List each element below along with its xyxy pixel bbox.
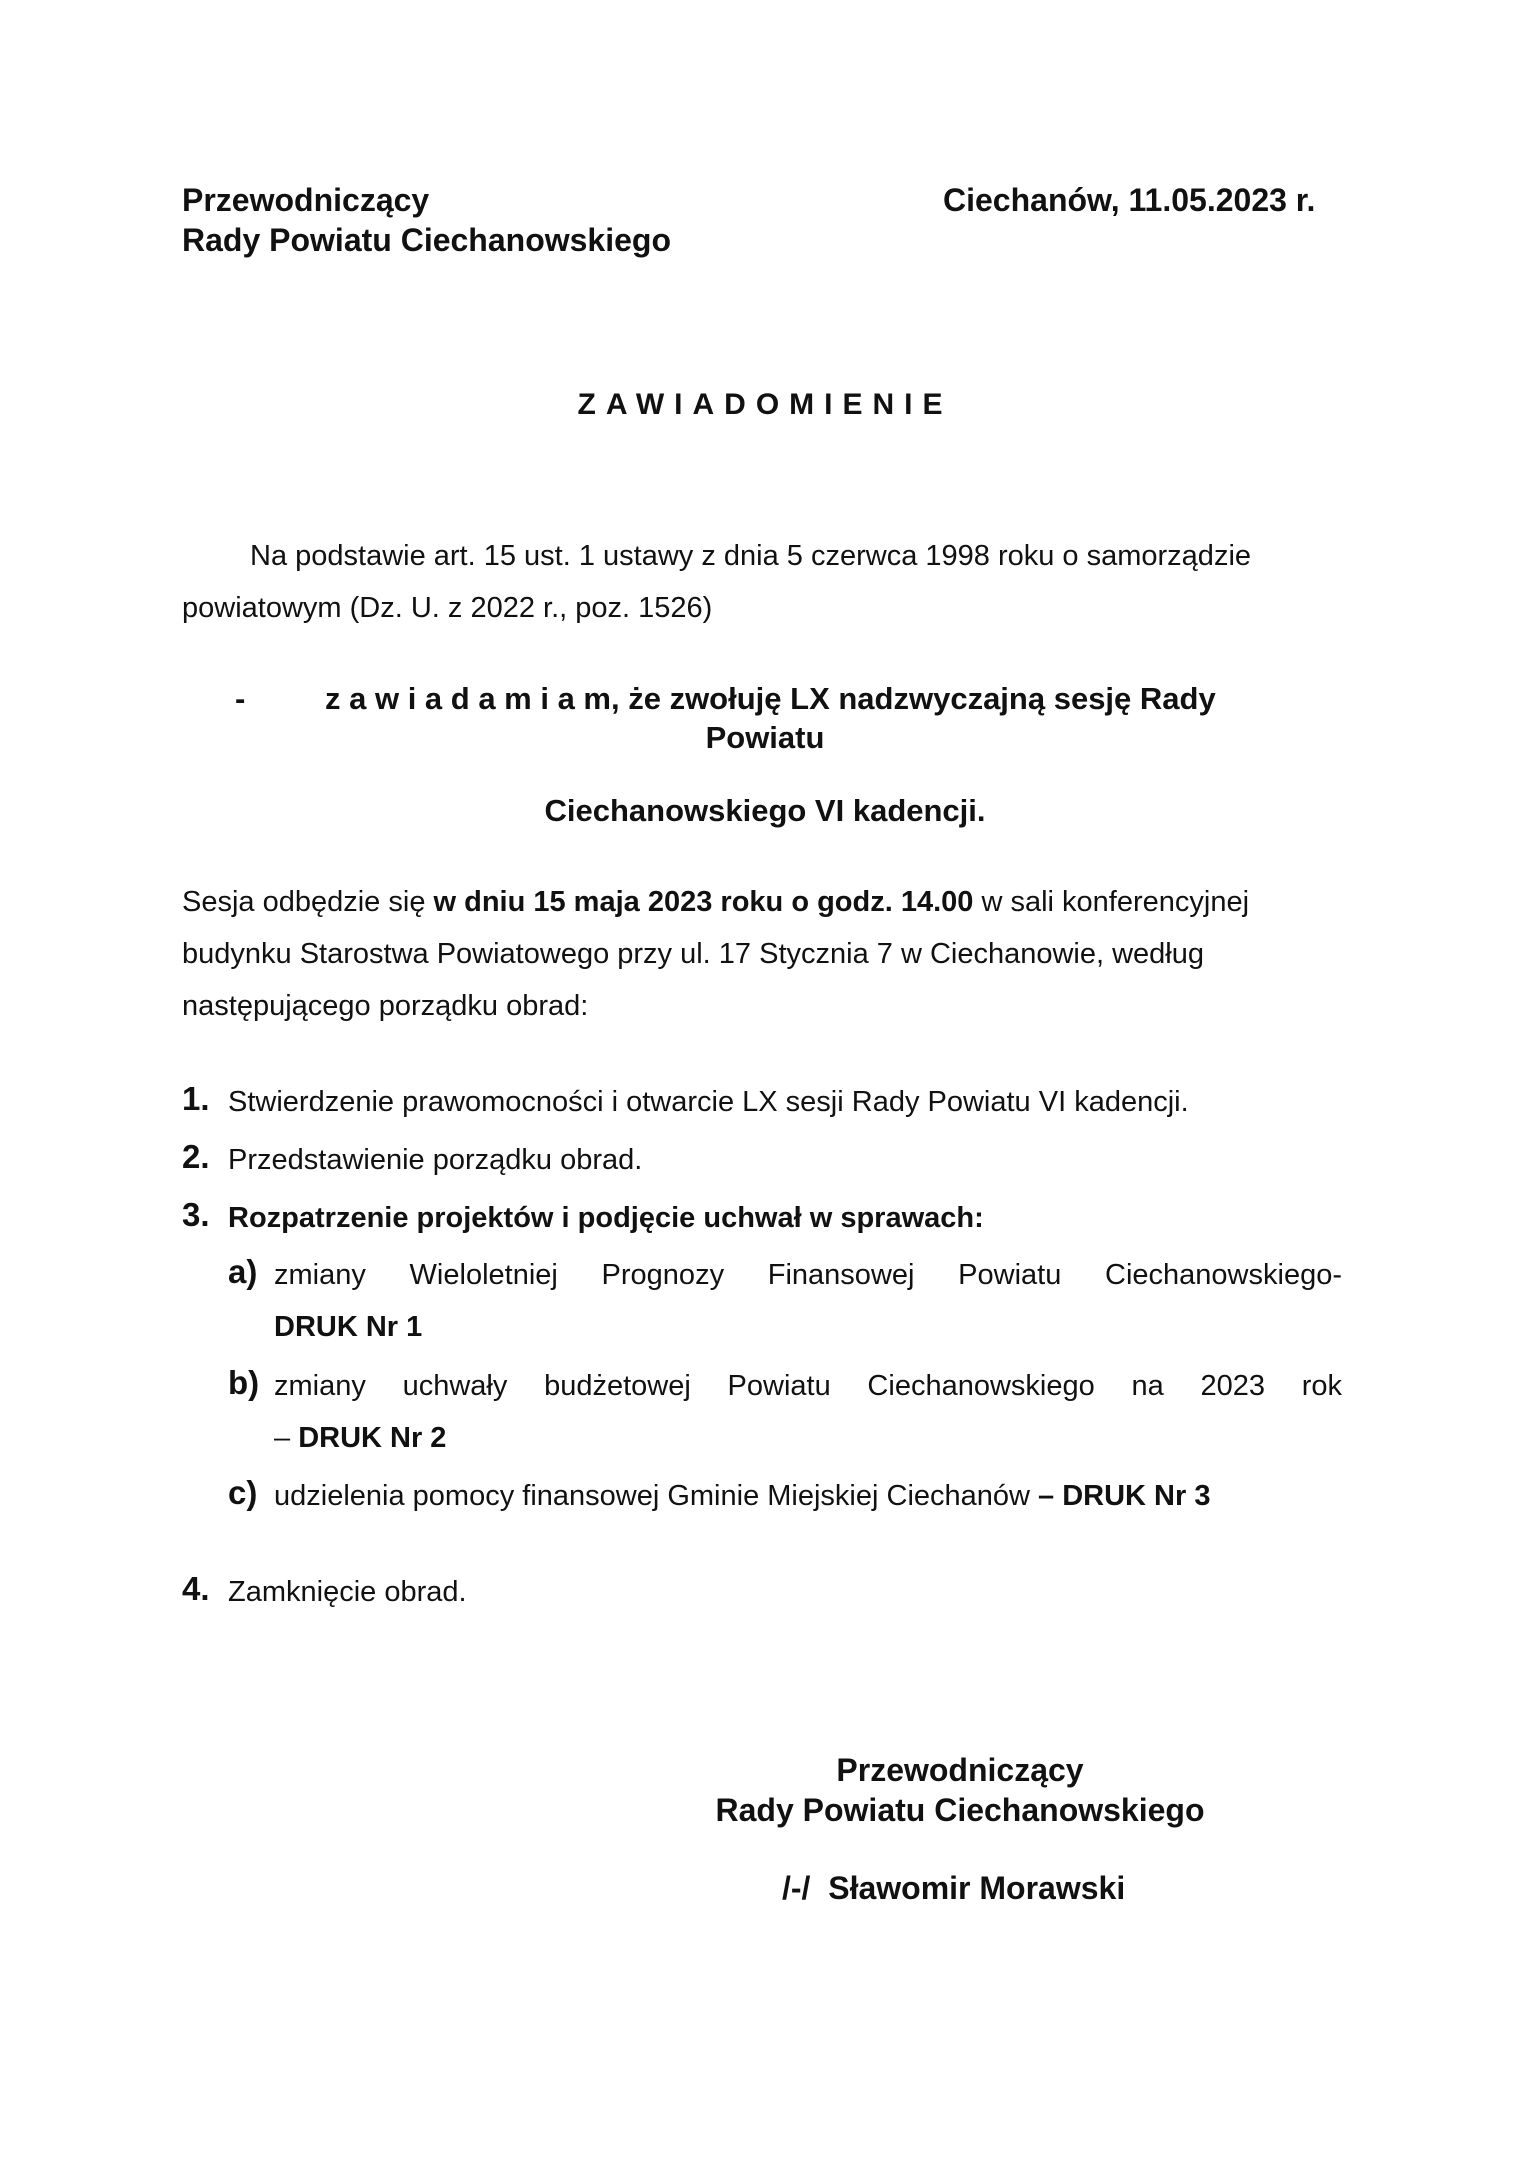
session-line2: budynku Starostwa Powiatowego przy ul. 17 Stycznia 7 w Ciechanowie, według (182, 938, 1204, 970)
session-pre: Sesja odbędzie się (182, 886, 434, 918)
agenda-sub-b-druk-line (274, 1419, 446, 1457)
agenda-sub-a-letter: a) (228, 1253, 258, 1290)
agenda-item-4: Zamknięcie obrad. (228, 1576, 467, 1608)
signature-name: Sławomir Morawski (828, 1870, 1126, 1906)
document-title: ZAWIADOMIENIE (577, 388, 953, 421)
agenda-sub-c-text: udzielenia pomocy finansowej Gminie Miejskiej Ciechanów (274, 1480, 1039, 1512)
session-post: w sali konferencyjnej (973, 886, 1250, 918)
issuer-line2: Rady Powiatu Ciechanowskiego (182, 222, 671, 258)
issuer-block (182, 180, 671, 260)
agenda-sub-b-dash: – (274, 1422, 299, 1454)
signature-line1: Przewodniczący (836, 1752, 1084, 1788)
agenda-item-2-number: 2. (182, 1138, 210, 1175)
agenda-sub-c (274, 1477, 1210, 1515)
session-datetime: w dniu 15 maja 2023 roku o godz. 14.00 (433, 886, 974, 918)
place-date: Ciechanów, 11.05.2023 r. (943, 182, 1316, 218)
announcement-line3: Ciechanowskiego VI kadencji. (544, 793, 986, 828)
signature-block (580, 1750, 1340, 1830)
announcement-line2: Powiatu (705, 720, 825, 755)
signature-line2: Rady Powiatu Ciechanowskiego (715, 1792, 1205, 1828)
agenda-sub-c-druk: – DRUK Nr 3 (1038, 1480, 1211, 1512)
agenda-sub-a-druk: DRUK Nr 1 (274, 1311, 423, 1343)
session-line1 (182, 876, 1342, 928)
announcement-dash: - (235, 681, 246, 716)
signature-name-line (782, 1868, 1125, 1908)
agenda-item-3-number: 3. (182, 1196, 210, 1233)
agenda-item-1-number: 1. (182, 1080, 210, 1117)
agenda-sub-b-druk: DRUK Nr 2 (298, 1422, 447, 1454)
agenda-item-4-number: 4. (182, 1570, 210, 1607)
session-line3: następującego porządku obrad: (182, 990, 589, 1022)
agenda-item-1: Stwierdzenie prawomocności i otwarcie LX sesji Rady Powiatu VI kadencji. (228, 1086, 1189, 1118)
agenda-sub-b: zmiany uchwały budżetowej Powiatu Ciechanowskiego na 2023 rok (274, 1370, 1342, 1402)
announcement-line1: z a w i a d a m i a m, że zwołuję LX nadzwyczajną sesję Rady (325, 681, 1216, 716)
agenda-item-2: Przedstawienie porządku obrad. (228, 1144, 643, 1176)
intro-line: Na podstawie art. 15 ust. 1 ustawy z dnia 5 czerwca 1998 roku o samorządzie (250, 540, 1252, 572)
agenda-sub-c-letter: c) (228, 1474, 258, 1511)
agenda-item-3: Rozpatrzenie projektów i podjęcie uchwał w sprawach: (228, 1202, 984, 1234)
agenda-sub-a: zmiany Wieloletniej Prognozy Finansowej Powiatu Ciechanowskiego- (274, 1259, 1342, 1291)
issuer-line1: Przewodniczący (182, 182, 430, 218)
intro-cont: powiatowym (Dz. U. z 2022 r., poz. 1526) (182, 592, 713, 624)
signature-mark: /-/ (782, 1870, 811, 1906)
agenda-sub-b-letter: b) (228, 1364, 260, 1401)
